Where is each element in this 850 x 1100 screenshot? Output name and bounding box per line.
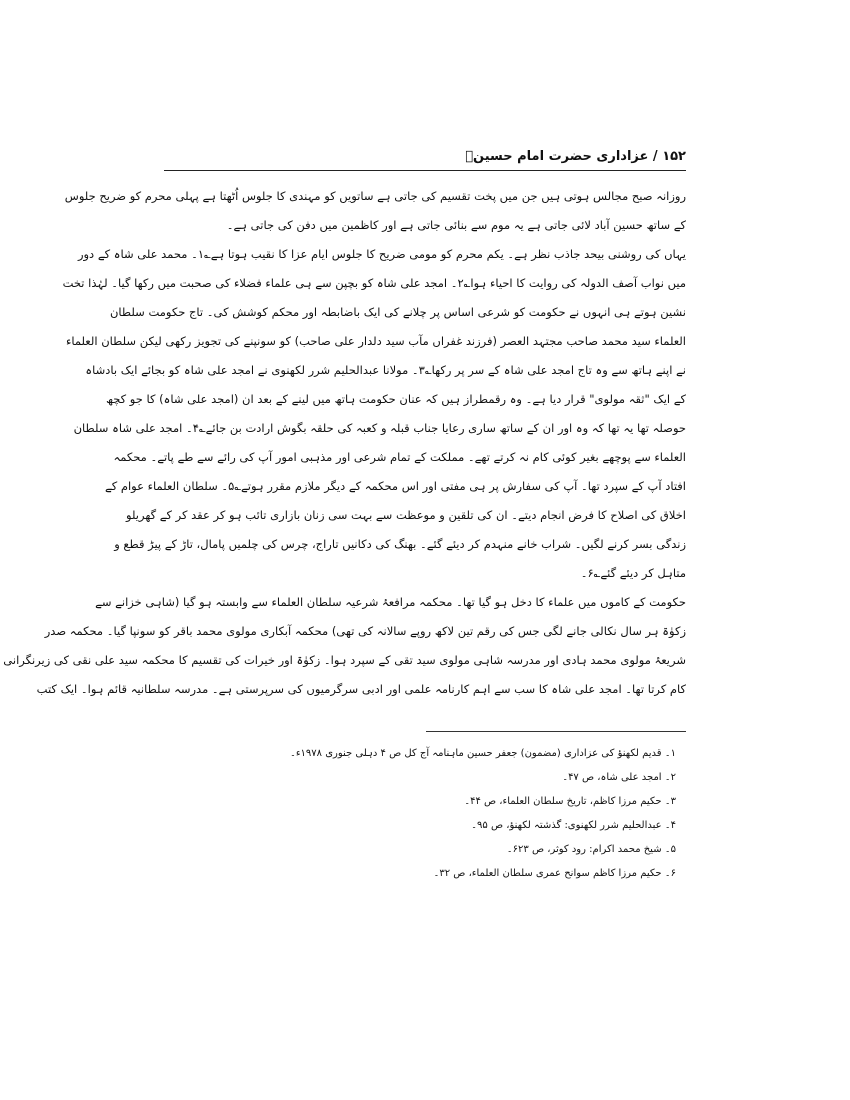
footnote-3: ۳۔ حکیم مرزا کاظم، تاریخ سلطان العلماء، ص ۴۴۔ [464, 796, 676, 807]
text-line: العلماء سے پوچھے بغیر کوئی کام نہ کرتے تھے۔ مملکت کے تمام شرعی اور مذہبی امور آپ کی رائے سے طے پاتے۔ محکمہ [113, 450, 686, 464]
paragraph-3 [3, 588, 686, 704]
text-line: زندگی بسر کرنے لگیں۔ شراب خانے منہدم کر دیئے گئے۔ بھنگ کی دکانیں تاراج، چرس کی چلمیں پامال، تاڑ کے پیڑ قطع و [114, 537, 686, 551]
text-line: کے ساتھ حسین آباد لائی جاتی ہے یہ موم سے بنائی جاتی ہے اور کاظمین میں دفن کی جاتی ہے۔ [226, 218, 686, 232]
text-line: روزانہ صبح مجالس ہوتی ہیں جن میں پخت تقسیم کی جاتی ہے ساتویں کو مہندی کا جلوس اُٹھتا ہے پہلی محرم کو ضریح جلوس [64, 189, 686, 203]
paragraph-2 [62, 240, 686, 588]
text-line: العلماء سید محمد صاحب مجتہد العصر (فرزند غفراں مآب سید دلدار علی صاحب) کو سونپنے کی تجویز رکھی لیکن سلطان العلماء [65, 334, 686, 348]
text-line: نے اپنے ہاتھ سے وہ تاج امجد علی شاہ کے سر پر رکھا؎۳۔ مولانا عبدالحلیم شرر لکھنوی نے امجد علی شاہ کو بجائے ایک بادشاہ [85, 363, 686, 377]
text-line: شریعۂ مولوی محمد ہادی اور مدرسہ شاہی مولوی سید تقی کے سپرد ہوا۔ زکوٰۃ اور خیرات کی تقسیم کا محکمہ سید علی نقی کی زیرنگرانی [3, 653, 686, 667]
text-line: زکوٰۃ ہر سال نکالی جانے لگی جس کی رقم تین لاکھ روپے سالانہ کی تھی) محکمہ آبکاری مولوی محمد باقر کو سونپا گیا۔ محکمہ صدر [44, 624, 686, 638]
text-line: متاہل کر دیئے گئے؎۶۔ [580, 566, 686, 580]
text-line: افتاد آپ کے سپرد تھا۔ آپ کی سفارش پر ہی مفتی اور اس محکمہ کے دیگر ملازم مقرر ہوتے؎۵۔ سلطان العلماء عوام کے [104, 479, 686, 493]
text-line: میں نواب آصف الدولہ کی روایت کا احیاء ہوا؎۲۔ امجد علی شاہ کو بچپن سے ہی علماء فضلاء کی صحبت میں رکھا گیا۔ لہٰذا تخت [62, 276, 686, 290]
footnotes [164, 742, 686, 886]
running-header: ۱۵۲ / عزاداری حضرت امام حسینؑ [465, 149, 686, 164]
body-text [3, 182, 686, 704]
footnote-2: ۲۔ امجد علی شاہ، ص ۴۷۔ [562, 772, 676, 783]
text-line: نشین ہوتے ہی انہوں نے حکومت کو شرعی اساس پر چلانے کی ایک باضابطہ اور محکم کوشش کی۔ تاج حکومت سلطان [109, 305, 686, 319]
text-line: حکومت کے کاموں میں علماء کا دخل ہو گیا تھا۔ محکمہ مرافعۂ شرعیہ سلطان العلماء سے وابستہ ہو گیا (شاہی خزانے سے [95, 595, 686, 609]
footnote-divider [426, 731, 686, 732]
text-line: اخلاق کی اصلاح کا فرض انجام دیتے۔ ان کی تلقین و موعظت سے بہت سی زنان بازاری تائب ہو کر عقد کر کے گھریلو [126, 508, 686, 522]
text-line: حوصلہ تھا یہ تھا کہ وہ اور ان کے ساتھ ساری رعایا جناب قبلہ و کعبہ کی حلقہ بگوش ارادت بن جائے؎۴۔ امجد علی شاہ سلطان [73, 421, 686, 435]
footnote-6: ۶۔ حکیم مرزا کاظم سوانح عمری سلطان العلماء، ص ۳۲۔ [433, 868, 676, 879]
footnote-4: ۴۔ عبدالحلیم شرر لکھنوی: گذشتہ لکھنؤ، ص ۹۵۔ [471, 820, 676, 831]
text-line: کے ایک "ثقہ مولوی" قرار دیا ہے۔ وہ رقمطراز ہیں کہ عنان حکومت ہاتھ میں لینے کے بعد ان (امجد علی شاہ) کا جو کچھ [105, 392, 686, 406]
paragraph-1 [64, 182, 686, 240]
text-line: یہاں کی روشنی بیحد جاذب نظر ہے۔ یکم محرم کو مومی ضریح کا جلوس ایام عزا کا نقیب ہوتا ہے؎۱۔ محمد علی شاہ کے دور [77, 247, 686, 261]
text-line: کام کرتا تھا۔ امجد علی شاہ کا سب سے اہم کارنامہ علمی اور ادبی سرگرمیوں کی سرپرستی ہے۔ مدرسہ سلطانیہ قائم ہوا۔ ایک کتب [36, 682, 686, 696]
header-divider [164, 170, 686, 171]
footnote-5: ۵۔ شیخ محمد اکرام: رود کوثر، ص ۶۲۳۔ [506, 844, 676, 855]
footnote-1: ۱۔ قدیم لکھنؤ کی عزاداری (مضمون) جعفر حسین ماہنامہ آج کل ص ۴ دہلی جنوری ۱۹۷۸ء۔ [289, 748, 676, 759]
